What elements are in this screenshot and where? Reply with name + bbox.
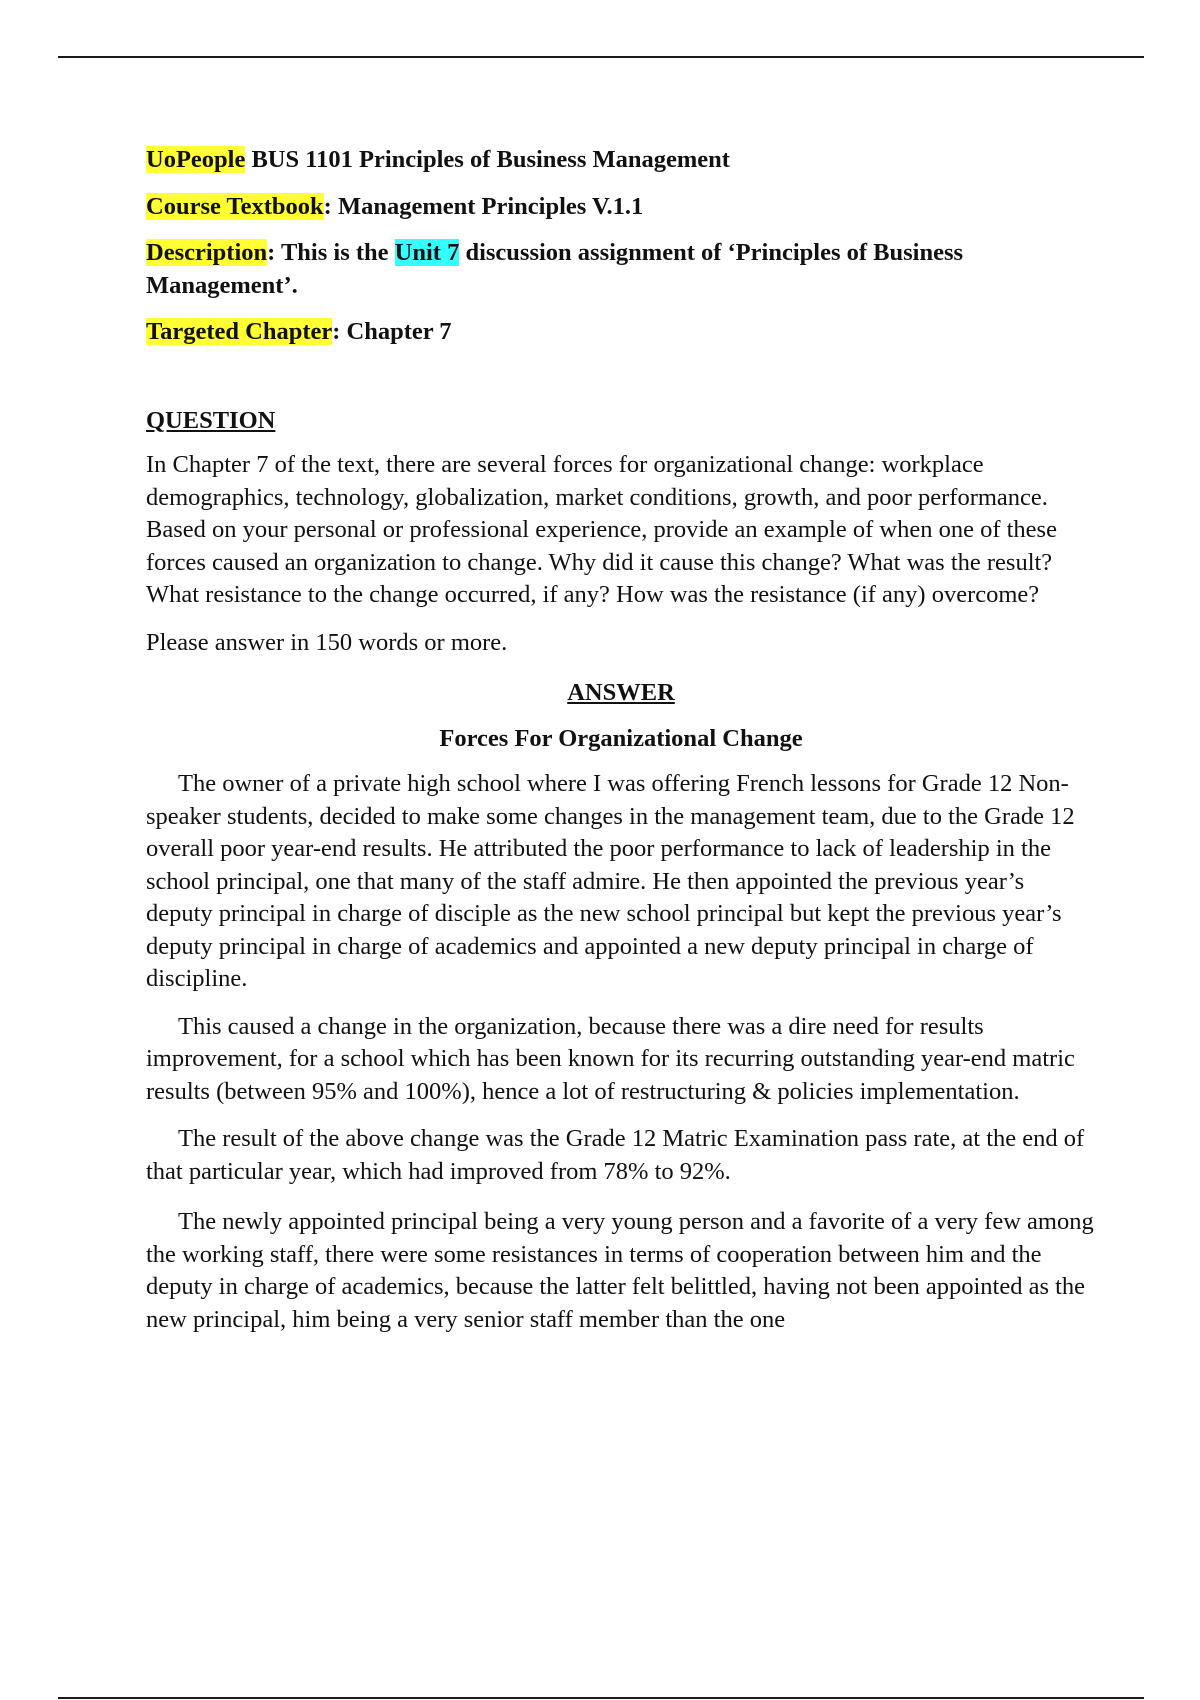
chapter-label: Targeted Chapter bbox=[146, 318, 333, 345]
textbook-label: Course Textbook bbox=[146, 192, 324, 220]
description-line bbox=[146, 237, 1096, 302]
answer-subheading: Forces For Organizational Change bbox=[439, 724, 803, 752]
unit-highlight: Unit 7 bbox=[394, 239, 460, 266]
bottom-rule bbox=[58, 1697, 1144, 1699]
answer-heading: ANSWER bbox=[567, 679, 675, 706]
question-body: In Chapter 7 of the text, there are several forces for organizational change: workplace demographics, technology, globalization, market conditions, growth, and poor performance. Based on your personal or professional experience, provide an example of when one of these forces caused an organization to change. Why did it cause this change? What was the result? What resistance to the change occurred, if any? How was the resistance (if any) overcome? bbox=[146, 451, 1057, 608]
institution-label: UoPeople bbox=[146, 146, 246, 173]
course-line bbox=[146, 144, 1096, 177]
document-body bbox=[146, 144, 1096, 1351]
description-text-b: discussion assignment of ‘Principles of Business Management’. bbox=[146, 239, 964, 299]
top-rule bbox=[58, 56, 1144, 58]
question-instruction: Please answer in 150 words or more. bbox=[146, 628, 508, 656]
question-heading: QUESTION bbox=[146, 406, 276, 434]
description-label: Description bbox=[146, 239, 268, 266]
textbook-value: : Management Principles V.1.1 bbox=[323, 192, 644, 220]
textbook-line bbox=[146, 191, 1096, 224]
chapter-value: : Chapter 7 bbox=[332, 318, 452, 345]
chapter-line bbox=[146, 316, 1096, 349]
answer-paragraph-4: The newly appointed principal being a very young person and a favorite of a very few among the working staff, there were some resistances in terms of cooperation between him and the deputy in charge of academics, because the latter felt belittled, having not been appointed as the new principal, him being a very senior staff member than the one bbox=[146, 1208, 1094, 1333]
course-title: BUS 1101 Principles of Business Management bbox=[245, 146, 730, 173]
answer-paragraph-1: The owner of a private high school where I was offering French lessons for Grade 12 Non-speaker students, decided to make some changes in the management team, due to the Grade 12 overall poor year-end results. He attributed the poor performance to lack of leadership in the school principal, one that many of the staff admire. He then appointed the previous year’s deputy principal in charge of disciple as the new school principal but kept the previous year’s deputy principal in charge of academics and appointed a new deputy principal in charge of discipline. bbox=[146, 770, 1075, 992]
description-text-a: : This is the bbox=[267, 239, 395, 266]
answer-paragraph-2: This caused a change in the organization, because there was a dire need for results improvement, for a school which has been known for its recurring outstanding year-end matric results (between 95% and 100%), hence a lot of restructuring & policies implementation. bbox=[146, 1012, 1075, 1105]
answer-paragraph-3: The result of the above change was the Grade 12 Matric Examination pass rate, at the end of that particular year, which had improved from 78% to 92%. bbox=[146, 1125, 1085, 1185]
